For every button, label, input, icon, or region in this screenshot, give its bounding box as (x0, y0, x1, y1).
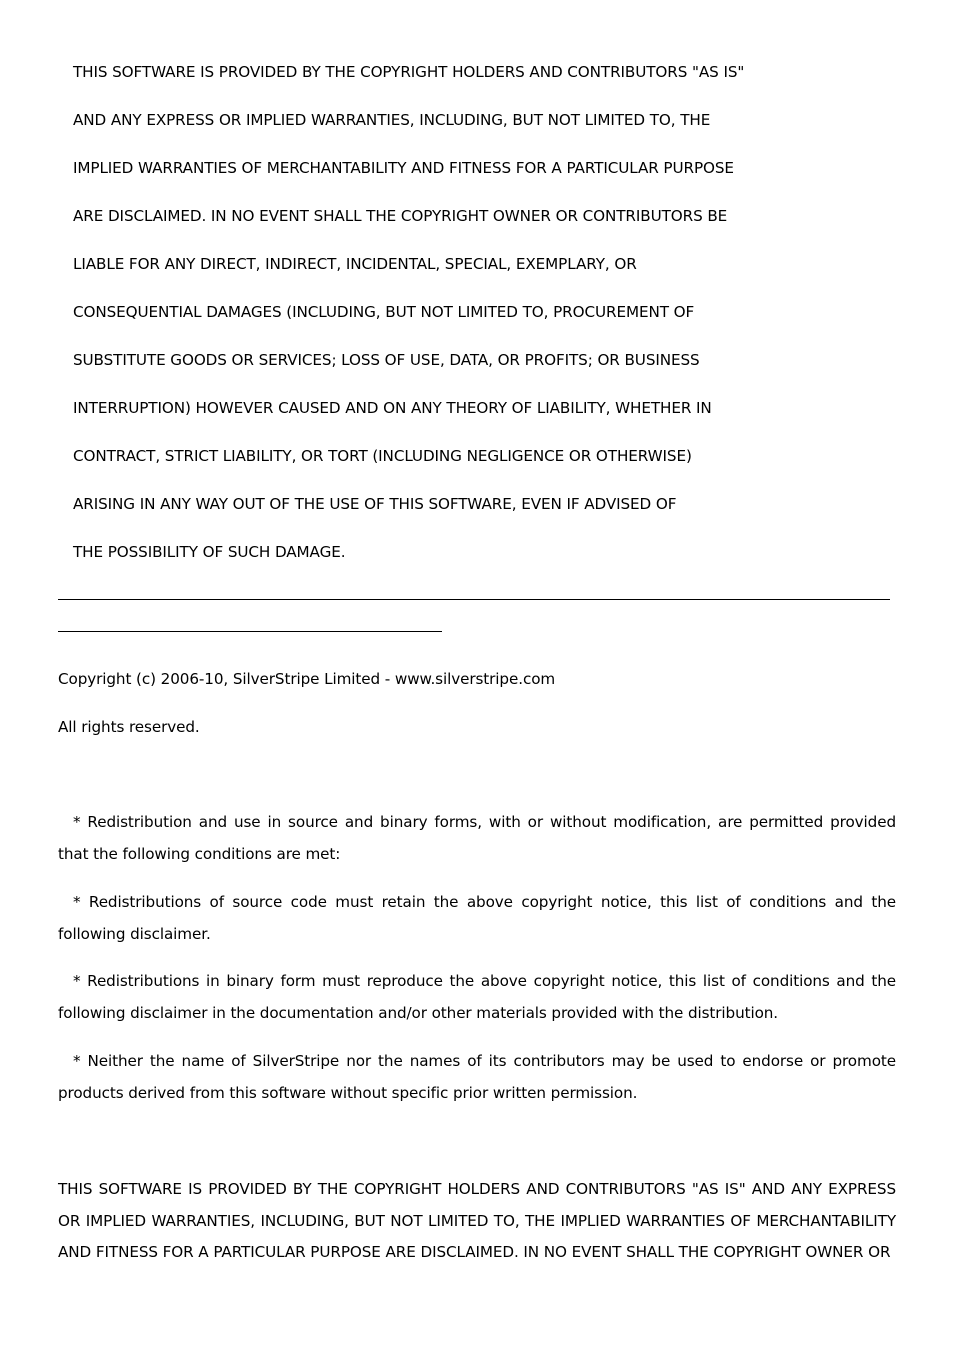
disclaimer-paragraph: THIS SOFTWARE IS PROVIDED BY THE COPYRIGHT HOLDERS AND CONTRIBUTORS "AS IS" AND ANY EXPRESS OR IMPLIED WARRANTIES, INCLUDING, BUT NOT LIMITED TO, THE IMPLIED WARRANTIES OF MERCHANTABILITY AND FITNESS FOR A PARTICULAR PURPOSE ARE DISCLAIMED. IN NO EVENT SHALL THE COPYRIGHT OWNER OR (58, 1180, 896, 1261)
disclaimer-line: CONSEQUENTIAL DAMAGES (INCLUDING, BUT NOT LIMITED TO, PROCUREMENT OF (73, 303, 695, 321)
condition-paragraph: * Redistribution and use in source and binary forms, with or without modification, are permitted provided that the following conditions are met: (58, 813, 896, 863)
disclaimer-line: CONTRACT, STRICT LIABILITY, OR TORT (INCLUDING NEGLIGENCE OR OTHERWISE) (73, 447, 692, 465)
copyright-notice: Copyright (c) 2006-10, SilverStripe Limited - www.silverstripe.com (58, 670, 556, 688)
disclaimer-line: AND ANY EXPRESS OR IMPLIED WARRANTIES, INCLUDING, BUT NOT LIMITED TO, THE (73, 111, 711, 129)
disclaimer-line: LIABLE FOR ANY DIRECT, INDIRECT, INCIDENTAL, SPECIAL, EXEMPLARY, OR (73, 255, 637, 273)
separator-rule-short (58, 631, 442, 632)
rights-reserved: All rights reserved. (58, 718, 200, 736)
condition-paragraph: * Redistributions in binary form must reproduce the above copyright notice, this list of conditions and the following disclaimer in the documentation and/or other materials provided with the distribution. (58, 972, 896, 1022)
disclaimer-line: ARISING IN ANY WAY OUT OF THE USE OF THIS SOFTWARE, EVEN IF ADVISED OF (73, 495, 677, 513)
separator-rule (58, 599, 890, 600)
disclaimer-line: IMPLIED WARRANTIES OF MERCHANTABILITY AND FITNESS FOR A PARTICULAR PURPOSE (73, 159, 734, 177)
disclaimer-line: THIS SOFTWARE IS PROVIDED BY THE COPYRIGHT HOLDERS AND CONTRIBUTORS "AS IS" (73, 63, 745, 81)
condition-paragraph: * Redistributions of source code must retain the above copyright notice, this list of conditions and the following disclaimer. (58, 893, 896, 943)
disclaimer-line: SUBSTITUTE GOODS OR SERVICES; LOSS OF USE, DATA, OR PROFITS; OR BUSINESS (73, 351, 700, 369)
condition-paragraph: * Neither the name of SilverStripe nor the names of its contributors may be used to endorse or promote products derived from this software without specific prior written permission. (58, 1052, 896, 1102)
disclaimer-line: THE POSSIBILITY OF SUCH DAMAGE. (73, 543, 346, 561)
disclaimer-line: INTERRUPTION) HOWEVER CAUSED AND ON ANY THEORY OF LIABILITY, WHETHER IN (73, 399, 712, 417)
disclaimer-line: ARE DISCLAIMED. IN NO EVENT SHALL THE COPYRIGHT OWNER OR CONTRIBUTORS BE (73, 207, 728, 225)
